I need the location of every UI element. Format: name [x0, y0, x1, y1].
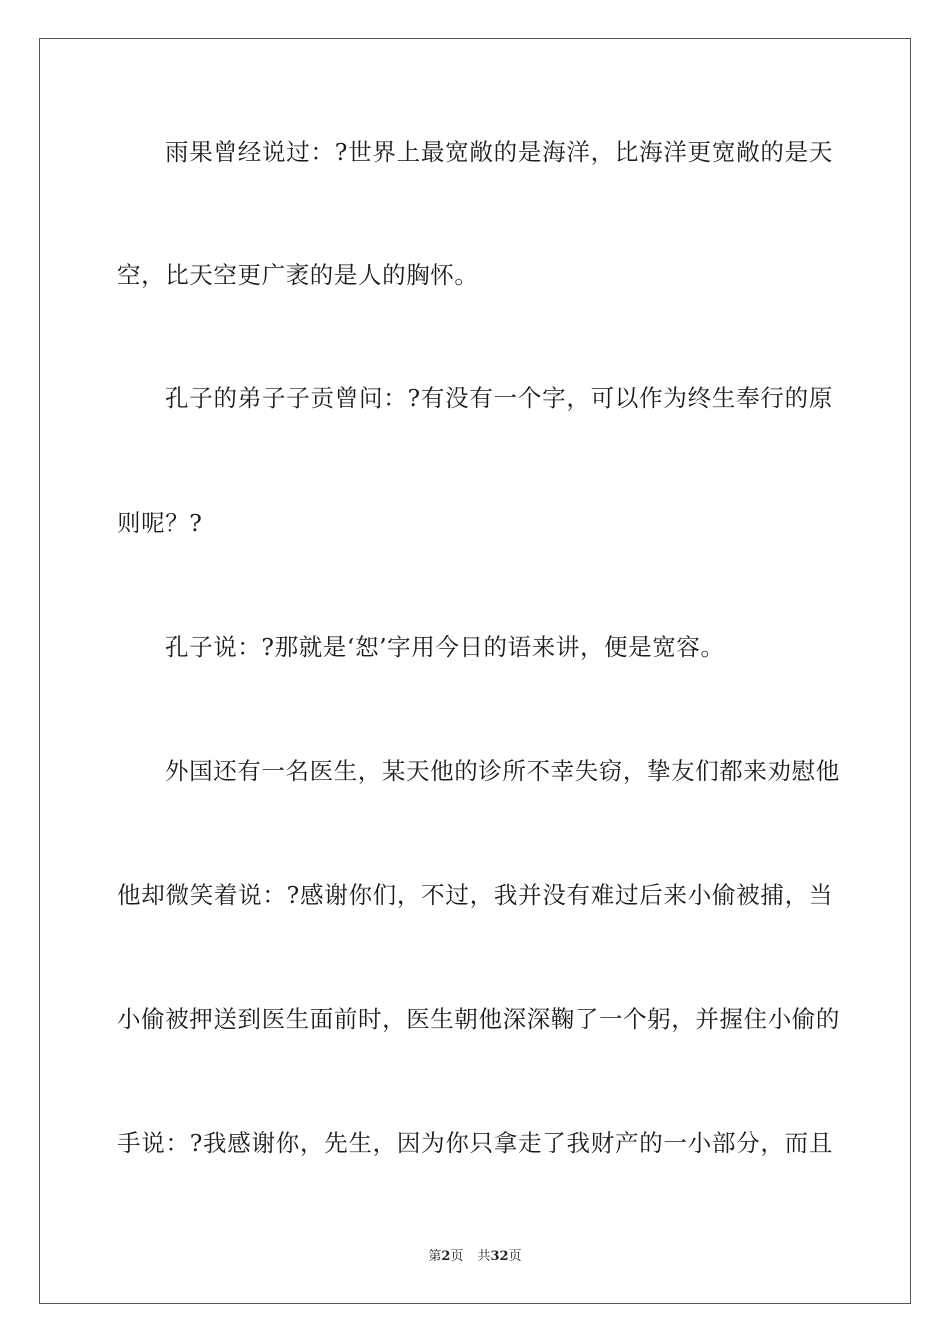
paragraph-line: 孔子的弟子子贡曾问：?有没有一个字，可以作为终生奉行的原 [165, 384, 833, 412]
total-pages: 32 [490, 1249, 509, 1264]
paragraph-line: 外国还有一名医生，某天他的诊所不幸失窃，挚友们都来劝慰他 [165, 757, 840, 785]
page-prefix: 第 [428, 1249, 442, 1264]
paragraph-line: 雨果曾经说过：?世界上最宽敞的是海洋，比海洋更宽敞的是天 [165, 138, 833, 166]
page-suffix: 页 [450, 1249, 464, 1264]
page-footer [0, 1248, 950, 1266]
total-prefix: 共 [477, 1249, 491, 1264]
paragraph-line: 手说：?我感谢你，先生，因为你只拿走了我财产的一小部分，而且 [117, 1129, 833, 1157]
paragraph-line: 则呢？? [117, 509, 203, 537]
paragraph-line: 小偷被押送到医生面前时，医生朝他深深鞠了一个躬，并握住小偷的 [117, 1005, 840, 1033]
total-suffix: 页 [508, 1249, 522, 1264]
paragraph-line: 他却微笑着说：?感谢你们，不过，我并没有难过后来小偷被捕，当 [117, 881, 833, 909]
page-border [39, 38, 911, 1304]
page-number: 2 [441, 1249, 451, 1264]
paragraph-line: 孔子说：?那就是‘恕’字用今日的语来讲，便是宽容。 [165, 633, 725, 661]
paragraph-line: 空，比天空更广袤的是人的胸怀。 [117, 261, 479, 289]
